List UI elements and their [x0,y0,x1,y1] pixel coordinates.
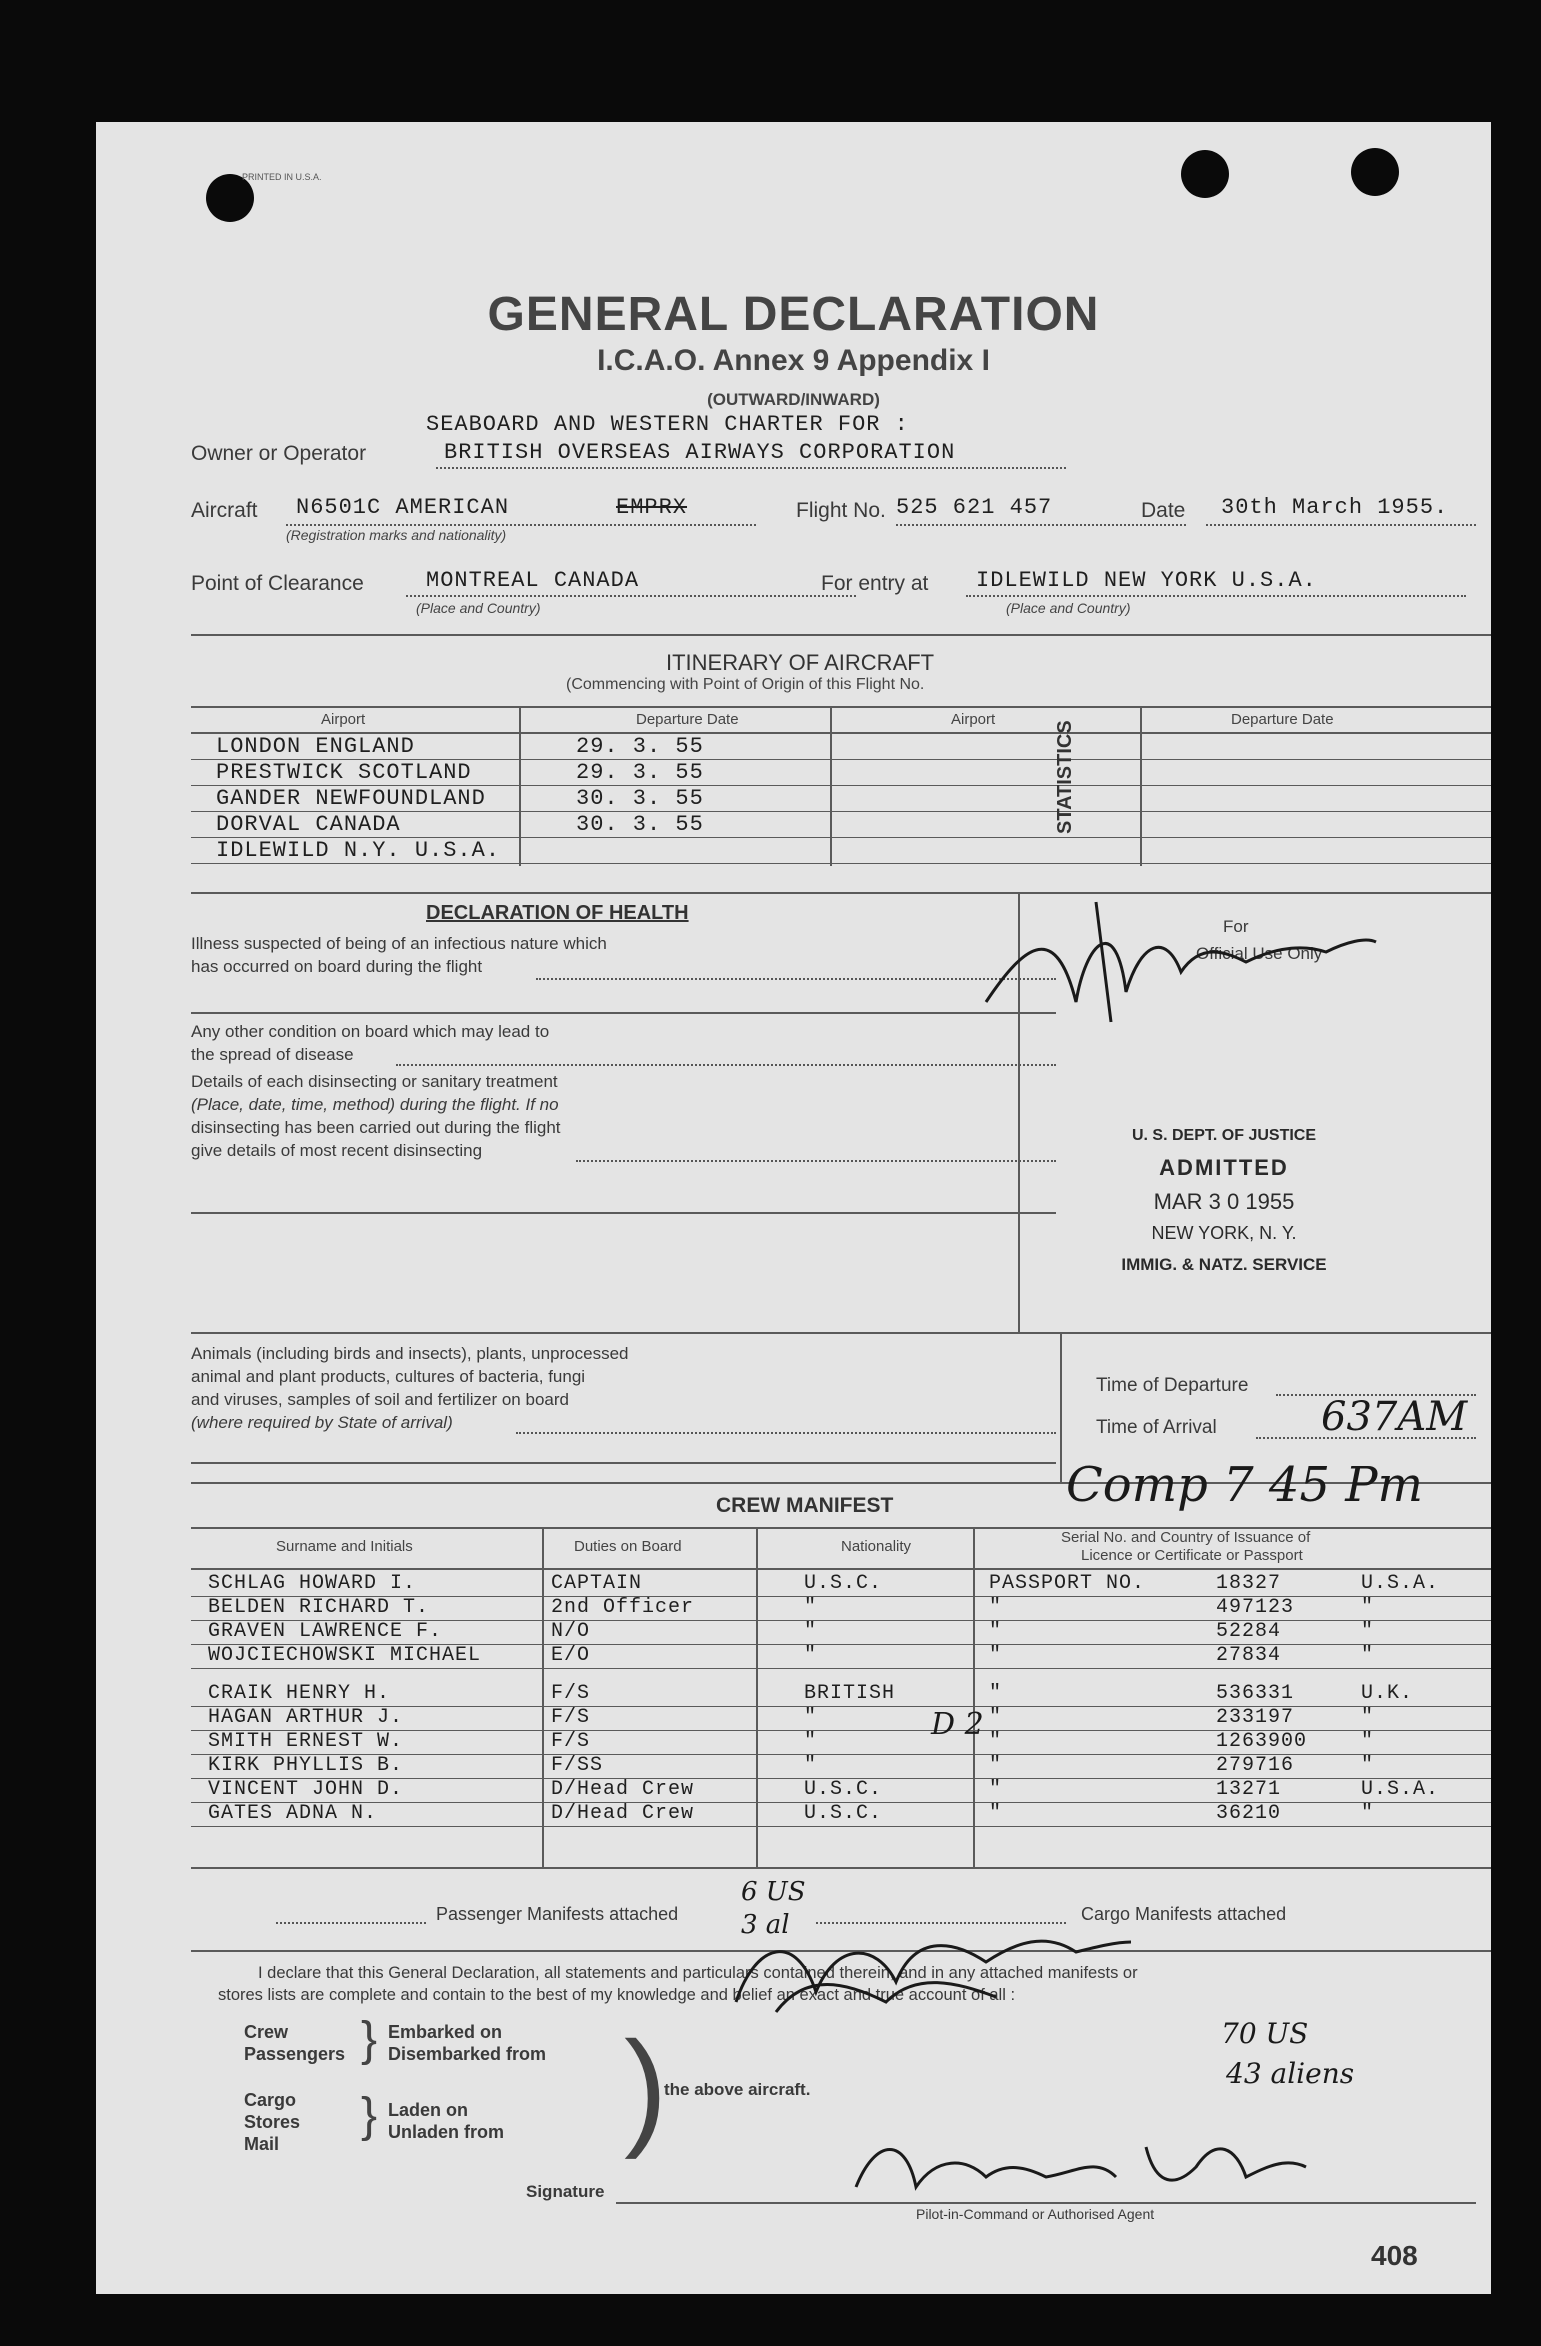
date-value: 30th March 1955. [1221,495,1449,520]
crew-document-type: " [989,1730,1003,1753]
crew-document-country: " [1361,1754,1375,1777]
embarked-label: Embarked on [388,2022,503,2042]
crew-duty: 2nd Officer [551,1596,695,1619]
crew-nationality: " [804,1596,818,1619]
health-q3b: (Place, date, time, method) during the flight. If no [191,1095,559,1114]
flight-label: Flight No. [796,499,886,522]
aircraft-note: (Registration marks and nationality) [286,527,507,543]
itinerary-airport: IDLEWILD N.Y. U.S.A. [216,838,501,863]
crew-document-country: " [1361,1802,1375,1825]
direction: (OUTWARD/INWARD) [707,390,880,409]
crew-nationality: U.S.C. [804,1778,883,1801]
comp-note: Comp 7 45 Pm [1066,1457,1424,1513]
cargo-manifest-label: Cargo Manifests attached [1081,1904,1287,1924]
crew-nationality: " [804,1706,818,1729]
crew-document-country: " [1361,1596,1375,1619]
entry-value: IDLEWILD NEW YORK U.S.A. [976,568,1317,593]
unladen-label: Unladen from [388,2122,505,2142]
crew-col-serial1: Serial No. and Country of Issuance of [1061,1529,1311,1546]
itinerary-airport: DORVAL CANADA [216,812,401,837]
hand-us-count: 70 US [1221,2017,1309,2050]
animals-l2: animal and plant products, cultures of bacteria, fungi [191,1367,586,1386]
declaration-signatures [716,1902,1136,2032]
crew-document-type: " [989,1778,1003,1801]
crew-duty: D/Head Crew [551,1778,695,1801]
animals-l4: (where required by State of arrival) [191,1413,453,1432]
itin-col-departure: Departure Date [636,711,739,728]
aircraft-struck: EMPRX [616,495,688,520]
crew-duty: F/SS [551,1754,604,1777]
page-number: 408 [1371,2240,1418,2271]
arrival-value: 637AM [1321,1394,1468,1440]
crew-document-country: U.S.A. [1361,1572,1440,1595]
declaration-l1: I declare that this General Declaration, all statements and particulars contained therein, and in any attached manifests or [258,1964,1138,1982]
crew-name: GRAVEN LAWRENCE F. [208,1620,443,1643]
crew-document-country: U.S.A. [1361,1778,1440,1801]
operator-value: BRITISH OVERSEAS AIRWAYS CORPORATION [444,440,956,465]
crew-document-number: 497123 [1216,1596,1295,1619]
crew-label: Crew [244,2022,289,2042]
clearance-note: (Place and Country) [416,600,541,616]
crew-document-type: " [989,1620,1003,1643]
crew-duty: F/S [551,1682,591,1705]
crew-nationality: " [804,1620,818,1643]
entry-label: For entry at [821,572,929,595]
official-for: For [1223,917,1249,936]
itinerary-airport: PRESTWICK SCOTLAND [216,760,472,785]
aircraft-value: N6501C AMERICAN [296,495,510,520]
signature-note: Pilot-in-Command or Authorised Agent [916,2206,1155,2222]
health-q3d: give details of most recent disinsecting [191,1141,483,1160]
passenger-hand2: 3 al [741,1910,790,1940]
crew-document-type: " [989,1802,1003,1825]
crew-document-number: 36210 [1216,1802,1282,1825]
declaration-l2: stores lists are complete and contain to the best of my knowledge and belief an exact and true account of all : [218,1986,1016,2004]
crew-document-number: 233197 [1216,1706,1295,1729]
health-q3c: disinsecting has been carried out during the flight [191,1118,561,1137]
crew-duty: E/O [551,1644,591,1667]
crew-document-number: 13271 [1216,1778,1282,1801]
crew-nationality: " [804,1644,818,1667]
arrival-label: Time of Arrival [1096,1417,1217,1438]
itin-col-departure2: Departure Date [1231,711,1334,728]
health-q1b: has occurred on board during the flight [191,957,483,976]
crew-document-number: 27834 [1216,1644,1282,1667]
crew-document-country: " [1361,1644,1375,1667]
crew-duty: D/Head Crew [551,1802,695,1825]
itinerary-title: ITINERARY OF AIRCRAFT [666,650,935,675]
crew-name: GATES ADNA N. [208,1802,378,1825]
crew-document-type: " [989,1644,1003,1667]
printer-mark: PRINTED IN U.S.A. [242,172,322,182]
official-use: Official Use Only [1196,944,1323,963]
clearance-label: Point of Clearance [191,572,364,595]
crew-name: BELDEN RICHARD T. [208,1596,430,1619]
stores-label: Stores [244,2112,301,2132]
operator-label: Owner or Operator [191,442,367,465]
admitted-stamp: U. S. DEPT. OF JUSTICE ADMITTED MAR 3 0 1955 NEW YORK, N. Y. IMMIG. & NATZ. SERVICE [1121,1127,1327,1274]
itinerary-date: 30. 3. 55 [576,786,704,811]
crew-duty: N/O [551,1620,591,1643]
crew-col-serial2: Licence or Certificate or Passport [1081,1547,1303,1564]
crew-document-number: 279716 [1216,1754,1295,1777]
crew-nationality: BRITISH [804,1682,896,1705]
crew-nationality: U.S.C. [804,1572,883,1595]
crew-duty: F/S [551,1706,591,1729]
crew-name: SCHLAG HOWARD I. [208,1572,417,1595]
crew-document-country: " [1361,1620,1375,1643]
crew-document-country: " [1361,1730,1375,1753]
crew-title: CREW MANIFEST [716,1494,894,1517]
laden-label: Laden on [388,2100,468,2120]
crew-document-type: " [989,1596,1003,1619]
declaration-form: PRINTED IN U.S.A. GENERAL DECLARATION I.C.A.O. Annex 9 Appendix I (OUTWARD/INWARD) SEABOARD AND WESTERN CHARTER FOR : Owner or Operator BRITISH OVERSEAS AIRWAYS CORPORATION Aircraft N6501C AMERICAN EMPRX (Registration marks and nationality) Flight No. 525 621 457 Date 30th March 1955. Point of Clearance MONTREAL CANADA (Place and Country) For entry at IDLEWILD NEW YORK U.S.A. (Place and Country) ITINERARY OF AIRCRAFT (Commencing with Point of Origin of this Flight No. Airport Departure Date Airport Departure Date LONDON ENGLAND 29. 3. 55 PRESTWICK SCOTLAND 29. 3. 55 GANDER NEWFOUNDLAND 30. 3. 55 DORVAL CANADA 30. 3. 55 IDLEWILD N.Y. U.S.A. STATISTICS DECLARATION OF HEALTH Illness suspected of being of an infectious nature which has occurred on board during the flight Any other condition on board which may lead to the spread of disease Details of each disinsecting or sanitary treatment (Place, date, time, method) during the flight. If no disinsecting has been carried out during the flight give details of most recent disinsecting For Official Use Only U. S. DEPT. OF JUSTICE ADMITTED MAR 3 0 1955 NEW YORK, N. Y. IMMIG. & NATZ. SERVICE Animals (including birds and insects), plants, unprocessed animal and plant products, cultures of bacteria, fungi and viruses, samples of soil and fertilizer on board (where required by State of arrival) Time of Departure Time of Arrival 637AM Comp 7 45 Pm CREW MANIFEST Surname and Initials Duties on Board Nationality Serial No. and Country of Issuance of Licence or Certificate or Passport SCHLAG HOWARD I. CAPTAIN U.S.C. PASSPORT NO. 18327 U.S.A. BELDEN RICHARD T. 2nd Officer " " 497123 " GRAVEN LAWRENCE F. N/O " " 52284 " WOJCIECHOWSKI MICHAEL E/O " " 27834 " CRAIK HENRY H. F/S BRITISH " 536331 U.K. HAGAN ARTHUR J. F/S " " 233197 " SMITH ERNEST W. F/S " " 1263900 " KIRK PHYLLIS B. F/SS " " 279716 " VINCENT JOHN D. D/Head Crew U.S.C. " 13271 U.S.A. GATES ADNA N. D/Head Crew U.S.C. " 36210 " D 2 Passenger Manifests attached 6 US 3 al Cargo Manifests attached I declare that this General Declaration, all statements and particulars contained therein, and in any attached manifests or stores lists are complete and contain to the best of my knowledge and belief an exact and true account of all : Crew Passengers } Embarked on Disembarked from Cargo Stores Mail } Laden on Unladen from ) the above aircraft. 70 US 43 aliens Signature Pilot-in-Command or Authorised Agent 408 [96,122,1491,2294]
crew-document-number: 52284 [1216,1620,1282,1643]
crew-document-type: " [989,1706,1003,1729]
crew-document-number: 18327 [1216,1572,1282,1595]
clearance-value: MONTREAL CANADA [426,568,640,593]
crew-duty: CAPTAIN [551,1572,643,1595]
itinerary-date: 29. 3. 55 [576,760,704,785]
itinerary-date: 30. 3. 55 [576,812,704,837]
crew-document-type: " [989,1682,1003,1705]
crew-document-number: 536331 [1216,1682,1295,1705]
crew-name: VINCENT JOHN D. [208,1778,404,1801]
crew-col-name: Surname and Initials [276,1538,413,1555]
crew-name: KIRK PHYLLIS B. [208,1754,404,1777]
crew-name: WOJCIECHOWSKI MICHAEL [208,1644,482,1667]
health-q2a: Any other condition on board which may lead to [191,1022,550,1041]
form-title: GENERAL DECLARATION [487,288,1100,341]
crew-name: HAGAN ARTHUR J. [208,1706,404,1729]
crew-col-duty: Duties on Board [574,1538,682,1555]
crew-document-type: PASSPORT NO. [989,1572,1146,1595]
mail-label: Mail [244,2134,280,2154]
health-title: DECLARATION OF HEALTH [426,902,689,924]
crew-name: SMITH ERNEST W. [208,1730,404,1753]
flight-value: 525 621 457 [896,495,1053,520]
crew-document-type: " [989,1754,1003,1777]
animals-l1: Animals (including birds and insects), plants, unprocessed [191,1344,629,1363]
health-q1a: Illness suspected of being of an infectious nature which [191,934,607,953]
aircraft-label: Aircraft [191,499,258,522]
disembarked-label: Disembarked from [388,2044,547,2064]
cargo-label: Cargo [244,2090,297,2110]
crew-name: CRAIK HENRY H. [208,1682,391,1705]
statistics-stamp: STATISTICS [1054,720,1076,834]
passenger-manifest-label: Passenger Manifests attached [436,1904,679,1924]
entry-note: (Place and Country) [1006,600,1131,616]
itin-col-airport: Airport [321,711,366,728]
passenger-hand1: 6 US [741,1877,806,1907]
animals-l3: and viruses, samples of soil and fertilizer on board [191,1390,569,1409]
form-subtitle: I.C.A.O. Annex 9 Appendix I [597,344,990,377]
crew-document-country: U.K. [1361,1682,1414,1705]
itin-col-airport2: Airport [951,711,996,728]
signature-label: Signature [526,2182,605,2201]
punch-hole [1351,148,1399,196]
crew-nationality: " [804,1754,818,1777]
departure-label: Time of Departure [1096,1375,1249,1396]
itinerary-airport: LONDON ENGLAND [216,734,415,759]
passengers-label: Passengers [244,2044,346,2064]
crew-document-country: " [1361,1706,1375,1729]
official-signature [966,882,1386,1052]
above-aircraft: the above aircraft. [664,2080,811,2099]
itinerary-subtitle: (Commencing with Point of Origin of this Flight No. [566,676,925,693]
crew-nationality: " [804,1730,818,1753]
health-q3a: Details of each disinsecting or sanitary treatment [191,1072,558,1091]
crew-hand-note: D 2 [931,1707,984,1742]
health-q2b: the spread of disease [191,1045,354,1064]
crew-duty: F/S [551,1730,591,1753]
date-label: Date [1141,499,1186,522]
itinerary-date: 29. 3. 55 [576,734,704,759]
crew-nationality: U.S.C. [804,1802,883,1825]
itinerary-airport: GANDER NEWFOUNDLAND [216,786,486,811]
punch-hole [1181,150,1229,198]
pilot-signature [846,2117,1316,2207]
crew-document-number: 1263900 [1216,1730,1308,1753]
hand-aliens-count: 43 aliens [1226,2057,1355,2090]
crew-col-nat: Nationality [841,1538,912,1555]
operator-line1: SEABOARD AND WESTERN CHARTER FOR : [426,412,909,437]
